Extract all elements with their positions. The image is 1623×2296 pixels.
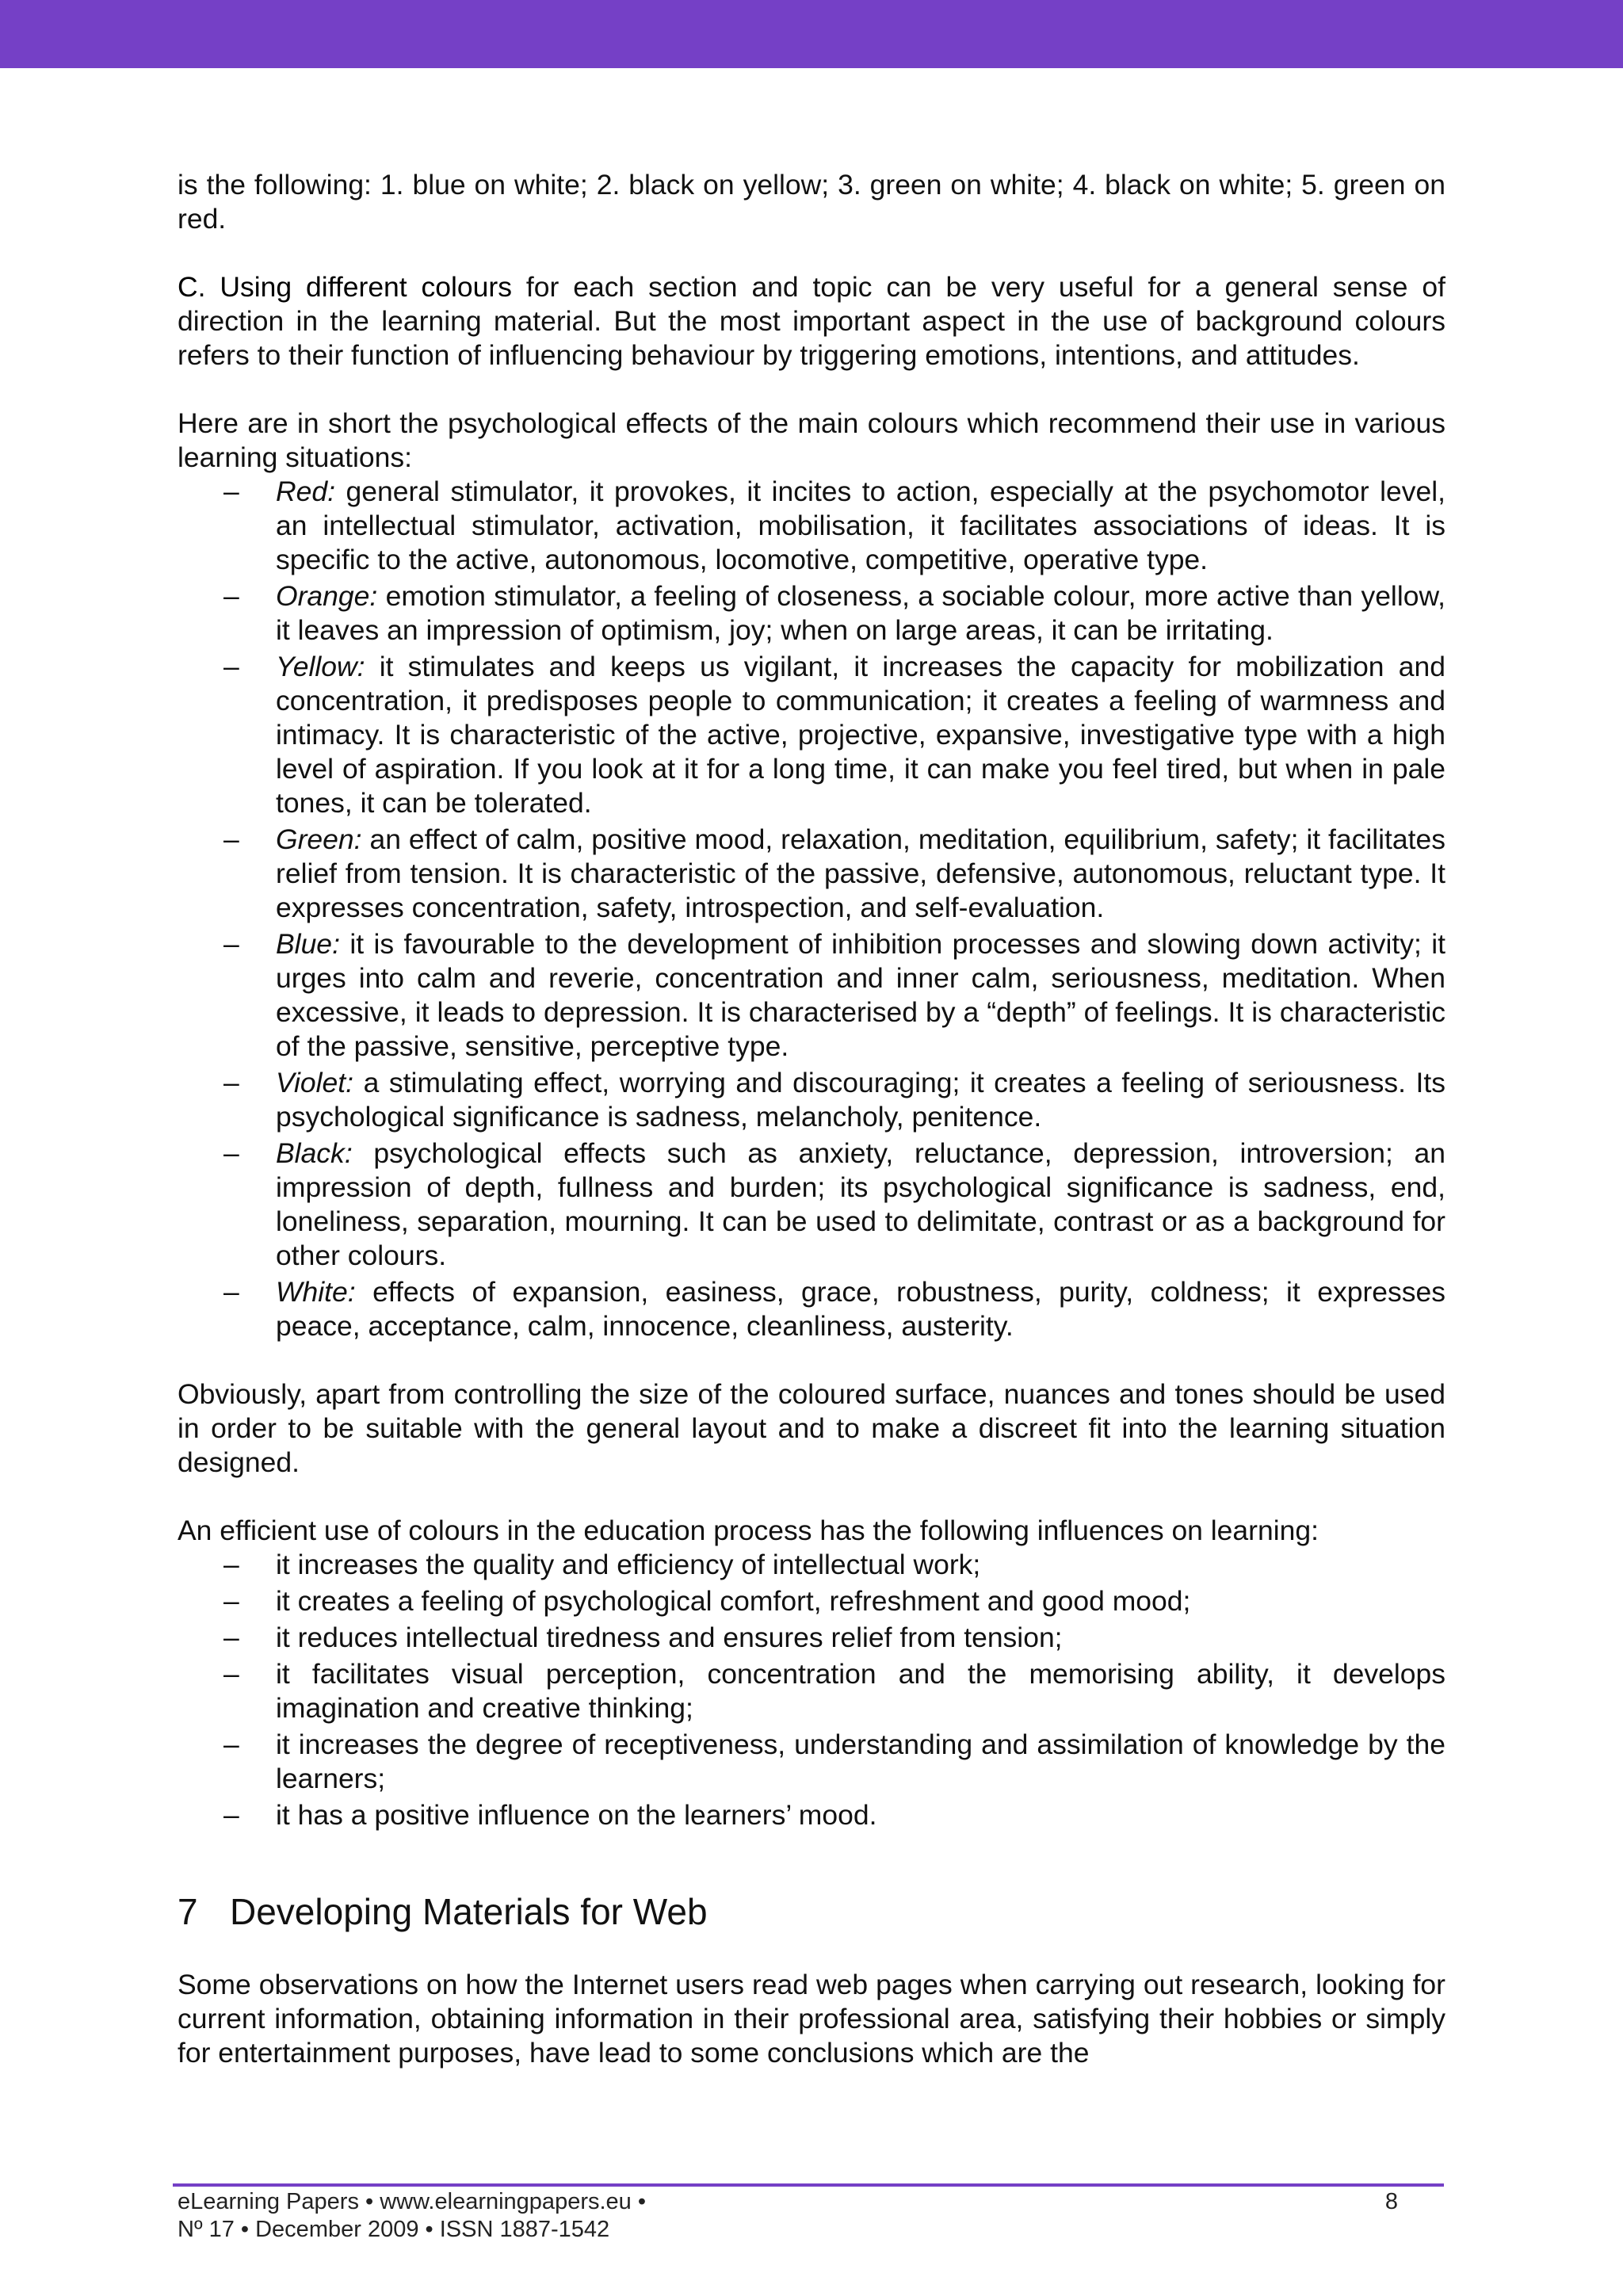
colour-sep: : bbox=[344, 1137, 353, 1169]
colour-sep: : bbox=[346, 1067, 354, 1098]
colour-name: White bbox=[276, 1276, 348, 1308]
colour-name: Violet bbox=[276, 1067, 346, 1098]
influence-text: it has a positive influence on the learners’ mood. bbox=[276, 1799, 877, 1831]
dash-bullet: – bbox=[223, 651, 239, 682]
page-number: 8 bbox=[1384, 2189, 1398, 2214]
colour-sep: : bbox=[332, 928, 340, 960]
colour-name: Orange bbox=[276, 580, 370, 612]
paragraph-web-reading-observations: Some observations on how the Internet users read web pages when carrying out research, looking for current information, obtaining information in their professional area, satisfying their hobbies or simply for entertainment purposes, have lead to some conclusions which are the bbox=[178, 1969, 1445, 2069]
colour-effect-text: general stimulator, it provokes, it incites to action, especially at the psychomotor level, an intellectual stimulator, activation, mobilisation, it facilitates associations of ideas. It is specific to the active, autonomous, locomotive, competitive, operative type. bbox=[276, 476, 1445, 575]
dash-bullet: – bbox=[223, 1799, 239, 1831]
colour-sep: : bbox=[353, 823, 362, 855]
list-item bbox=[178, 1548, 1445, 1582]
influences-list bbox=[178, 1548, 1445, 1832]
list-item bbox=[178, 1584, 1445, 1618]
influence-text: it facilitates visual perception, concentration and the memorising ability, it develops imagination and creative thinking; bbox=[276, 1658, 1445, 1724]
paragraph-colour-combinations: is the following: 1. blue on white; 2. black on yellow; 3. green on white; 4. black on white; 5. green on red. bbox=[178, 169, 1445, 235]
colour-effect-text: effects of expansion, easiness, grace, robustness, purity, coldness; it expresses peace, acceptance, calm, innocence, cleanliness, austerity. bbox=[276, 1276, 1445, 1342]
colour-effect-text: it stimulates and keeps us vigilant, it increases the capacity for mobilization and concentration, it predisposes people to communication; it creates a feeling of warmness and intimacy. It is characteristic of the active, projective, expansive, investigative type with a high level of aspiration. If you look at it for a long time, it can make you feel tired, but when in pale tones, it can be tolerated. bbox=[276, 651, 1445, 819]
list-item bbox=[178, 823, 1445, 925]
dash-bullet: – bbox=[223, 823, 239, 855]
colour-sep: : bbox=[327, 476, 335, 507]
list-item bbox=[178, 1728, 1445, 1796]
dash-bullet: – bbox=[223, 1658, 239, 1690]
colour-effect-text: emotion stimulator, a feeling of closeness, a sociable colour, more active than yellow, it leaves an impression of optimism, joy; when on large areas, it can be irritating. bbox=[276, 580, 1445, 646]
colour-effects-list bbox=[178, 475, 1445, 1343]
list-item bbox=[178, 579, 1445, 648]
influence-text: it increases the quality and efficiency of intellectual work; bbox=[276, 1549, 981, 1580]
dash-bullet: – bbox=[223, 1137, 239, 1169]
page-content bbox=[178, 168, 1445, 2104]
list-item bbox=[178, 475, 1445, 577]
list-item bbox=[178, 1066, 1445, 1134]
list-item bbox=[178, 1657, 1445, 1725]
section-heading bbox=[178, 1889, 1445, 1934]
influence-text: it increases the degree of receptiveness, understanding and assimilation of knowledge by the learners; bbox=[276, 1729, 1445, 1794]
footer-publication-line: eLearning Papers • www.elearningpapers.eu • bbox=[178, 2189, 647, 2214]
dash-bullet: – bbox=[223, 580, 239, 612]
colour-name: Blue bbox=[276, 928, 333, 960]
header-band bbox=[0, 0, 1623, 68]
dash-bullet: – bbox=[223, 1585, 239, 1617]
dash-bullet: – bbox=[223, 1549, 239, 1580]
dash-bullet: – bbox=[223, 476, 239, 507]
paragraph-nuances-and-tones: Obviously, apart from controlling the size of the coloured surface, nuances and tones should be used in order to be suitable with the general layout and to make a discreet fit into the learning situation designed. bbox=[178, 1378, 1445, 1478]
paragraph-lead: C. Using different colours bbox=[178, 271, 512, 303]
footer-rule bbox=[173, 2183, 1444, 2187]
dash-bullet: – bbox=[223, 1622, 239, 1653]
list-item bbox=[178, 650, 1445, 820]
section-number: 7 bbox=[178, 1891, 198, 1932]
paragraph-using-colours bbox=[178, 270, 1445, 372]
colour-name: Yellow bbox=[276, 651, 357, 682]
footer-issue-line: Nº 17 • December 2009 • ISSN 1887-1542 bbox=[178, 2217, 610, 2242]
list-item bbox=[178, 1798, 1445, 1832]
colour-name: Black bbox=[276, 1137, 345, 1169]
colour-effect-text: a stimulating effect, worrying and discouraging; it creates a feeling of seriousness. Its psychological significance is sadness, melancholy, penitence. bbox=[276, 1067, 1445, 1133]
list-item bbox=[178, 927, 1445, 1064]
influence-text: it creates a feeling of psychological comfort, refreshment and good mood; bbox=[276, 1585, 1191, 1617]
dash-bullet: – bbox=[223, 1067, 239, 1098]
colour-name: Red bbox=[276, 476, 328, 507]
list-item bbox=[178, 1275, 1445, 1343]
colour-effect-text: an effect of calm, positive mood, relaxation, meditation, equilibrium, safety; it facilitates relief from tension. It is characteristic of the passive, defensive, autonomous, reluctant type. It expresses concentration, safety, introspection, and self-evaluation. bbox=[276, 823, 1445, 923]
paragraph-text: for each section and topic can be very useful for a general sense of direction in the learning material. But the most important aspect in the use of background colours refers to their function of influencing behaviour by triggering emotions, intentions, and attitudes. bbox=[178, 271, 1445, 371]
dash-bullet: – bbox=[223, 928, 239, 960]
list-item bbox=[178, 1137, 1445, 1273]
influence-text: it reduces intellectual tiredness and ensures relief from tension; bbox=[276, 1622, 1063, 1653]
colour-sep: : bbox=[357, 651, 365, 682]
colour-effect-text: psychological effects such as anxiety, reluctance, depression, introversion; an impression of depth, fullness and burden; its psychological significance is sadness, end, loneliness, separation, mourning. It can be used to delimitate, contrast or as a background for other colours. bbox=[276, 1137, 1445, 1271]
dash-bullet: – bbox=[223, 1276, 239, 1308]
colour-sep: : bbox=[369, 580, 378, 612]
section-title: Developing Materials for Web bbox=[230, 1891, 708, 1932]
page-footer bbox=[178, 2188, 1398, 2244]
colour-sep: : bbox=[347, 1276, 356, 1308]
dash-bullet: – bbox=[223, 1729, 239, 1760]
paragraph-psychological-effects-intro: Here are in short the psychological effects of the main colours which recommend their use in various learning situations: bbox=[178, 407, 1445, 473]
colour-effect-text: it is favourable to the development of inhibition processes and slowing down activity; it urges into calm and reverie, concentration and inner calm, seriousness, meditation. When excessive, it leads to depression. It is characterised by a “depth” of feelings. It is characteristic of the passive, sensitive, perceptive type. bbox=[276, 928, 1445, 1062]
colour-name: Green bbox=[276, 823, 354, 855]
list-item bbox=[178, 1621, 1445, 1655]
paragraph-influences-intro: An efficient use of colours in the education process has the following influences on learning: bbox=[178, 1515, 1319, 1546]
